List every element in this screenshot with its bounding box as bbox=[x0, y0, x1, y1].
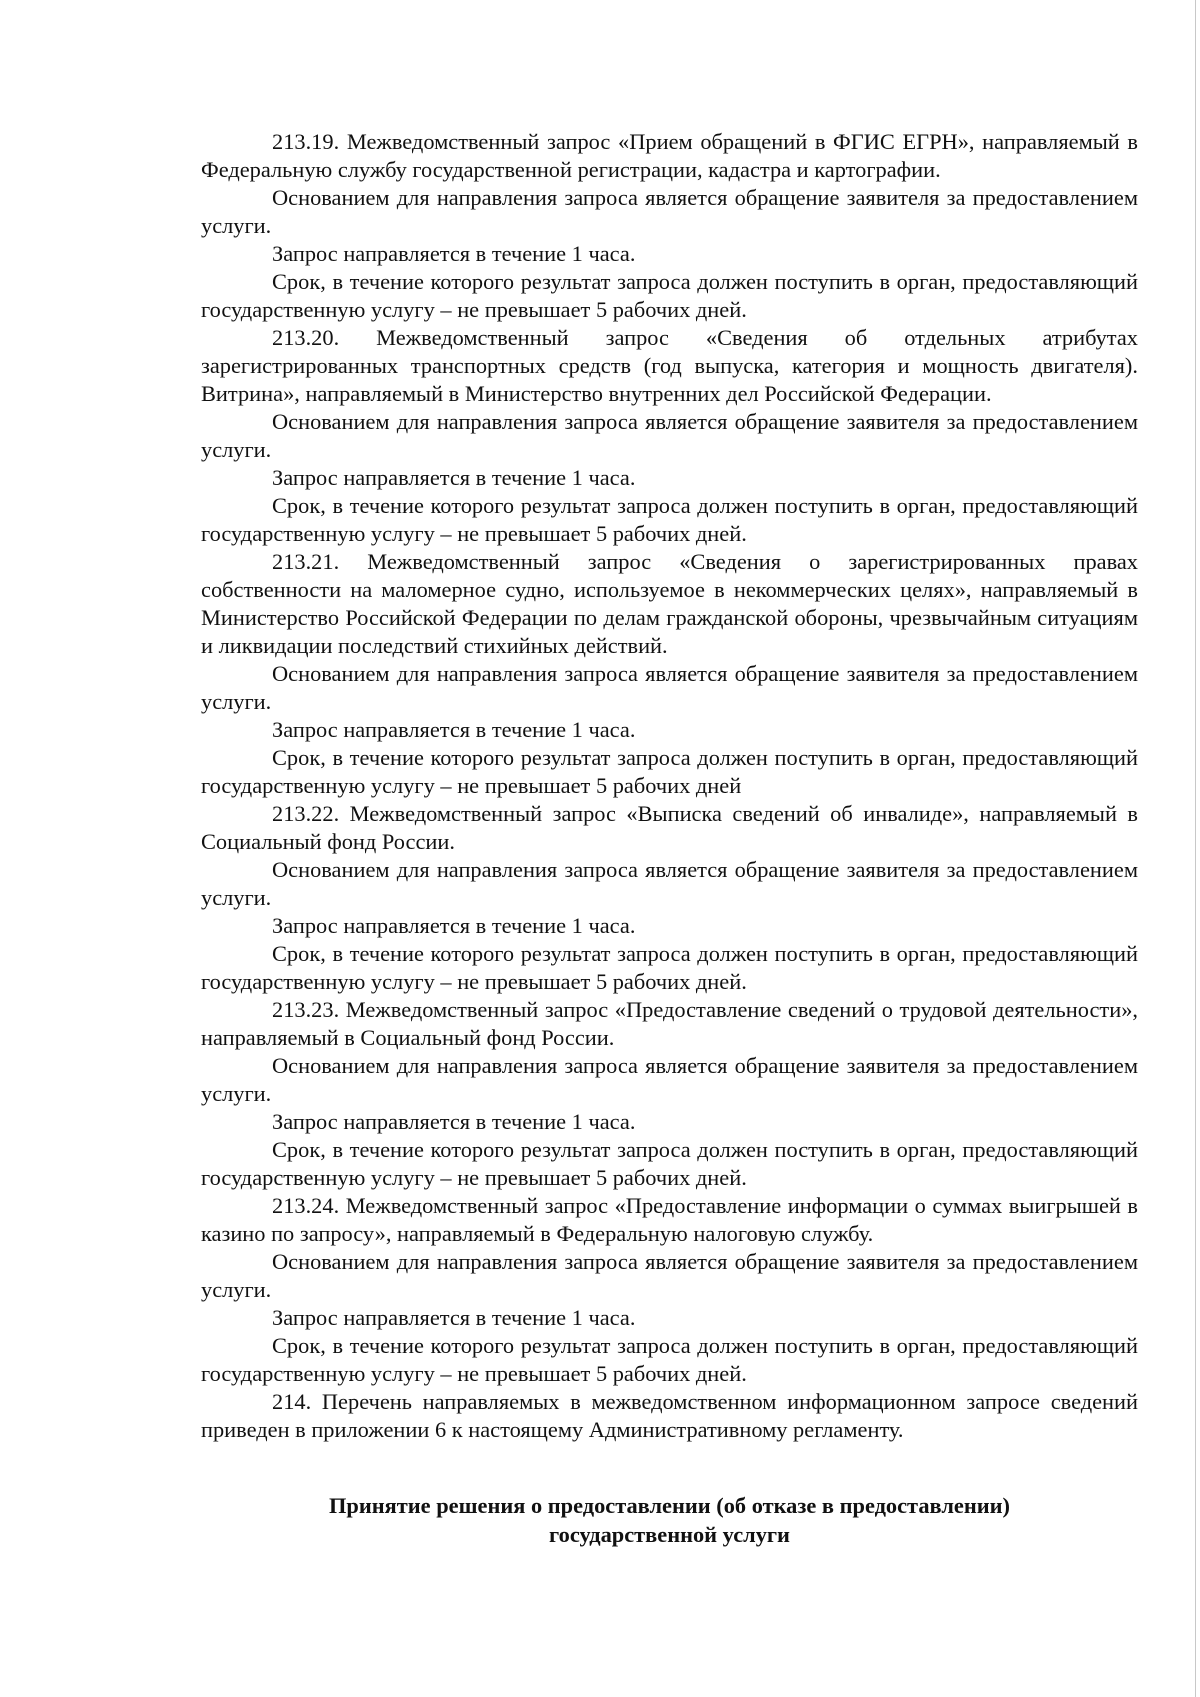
paragraph-basis: Основанием для направления запроса является обращение заявителя за предоставлением услуги. bbox=[201, 409, 1138, 462]
paragraph-timing: Запрос направляется в течение 1 часа. bbox=[272, 717, 636, 742]
paragraph-basis: Основанием для направления запроса является обращение заявителя за предоставлением услуги. bbox=[201, 1249, 1138, 1302]
section-heading-line-2: государственной услуги bbox=[549, 1522, 790, 1547]
paragraph-deadline: Срок, в течение которого результат запроса должен поступить в орган, предоставляющий государственную услугу – не превышает 5 рабочих дней. bbox=[201, 1137, 1138, 1190]
section-heading bbox=[201, 1491, 1138, 1549]
scan-edge-divider bbox=[1195, 0, 1196, 1697]
paragraph-timing: Запрос направляется в течение 1 часа. bbox=[272, 241, 636, 266]
paragraph-timing: Запрос направляется в течение 1 часа. bbox=[272, 1109, 636, 1134]
paragraph-213-21: 213.21. Межведомственный запрос «Сведения о зарегистрированных правах собственности на маломерное судно, используемое в некоммерческих целях», направляемый в Министерство Российской Федерации по делам гражданской обороны, чрезвычайным ситуациям и ликвидации последствий стихийных действий. bbox=[201, 549, 1138, 658]
paragraph-basis: Основанием для направления запроса является обращение заявителя за предоставлением услуги. bbox=[201, 1053, 1138, 1106]
document-body bbox=[201, 128, 1138, 1444]
section-heading-line-1: Принятие решения о предоставлении (об отказе в предоставлении) bbox=[329, 1493, 1010, 1518]
paragraph-213-22: 213.22. Межведомственный запрос «Выписка сведений об инвалиде», направляемый в Социальный фонд России. bbox=[201, 801, 1138, 854]
paragraph-basis: Основанием для направления запроса является обращение заявителя за предоставлением услуги. bbox=[201, 857, 1138, 910]
paragraph-deadline: Срок, в течение которого результат запроса должен поступить в орган, предоставляющий государственную услугу – не превышает 5 рабочих дней. bbox=[201, 941, 1138, 994]
paragraph-214: 214. Перечень направляемых в межведомственном информационном запросе сведений приведен в приложении 6 к настоящему Административному регламенту. bbox=[201, 1389, 1138, 1442]
paragraph-timing: Запрос направляется в течение 1 часа. bbox=[272, 465, 636, 490]
paragraph-213-19: 213.19. Межведомственный запрос «Прием обращений в ФГИС ЕГРН», направляемый в Федеральную службу государственной регистрации, кадастра и картографии. bbox=[201, 129, 1138, 182]
paragraph-basis: Основанием для направления запроса является обращение заявителя за предоставлением услуги. bbox=[201, 661, 1138, 714]
paragraph-213-24: 213.24. Межведомственный запрос «Предоставление информации о суммах выигрышей в казино по запросу», направляемый в Федеральную налоговую службу. bbox=[201, 1193, 1138, 1246]
paragraph-213-23: 213.23. Межведомственный запрос «Предоставление сведений о трудовой деятельности», направляемый в Социальный фонд России. bbox=[201, 997, 1138, 1050]
paragraph-deadline: Срок, в течение которого результат запроса должен поступить в орган, предоставляющий государственную услугу – не превышает 5 рабочих дней bbox=[201, 745, 1138, 798]
paragraph-deadline: Срок, в течение которого результат запроса должен поступить в орган, предоставляющий государственную услугу – не превышает 5 рабочих дней. bbox=[201, 269, 1138, 322]
paragraph-deadline: Срок, в течение которого результат запроса должен поступить в орган, предоставляющий государственную услугу – не превышает 5 рабочих дней. bbox=[201, 1333, 1138, 1386]
paragraph-timing: Запрос направляется в течение 1 часа. bbox=[272, 1305, 636, 1330]
paragraph-213-20: 213.20. Межведомственный запрос «Сведения об отдельных атрибутах зарегистрированных транспортных средств (год выпуска, категория и мощность двигателя). Витрина», направляемый в Министерство внутренних дел Российской Федерации. bbox=[201, 325, 1138, 406]
paragraph-basis: Основанием для направления запроса является обращение заявителя за предоставлением услуги. bbox=[201, 185, 1138, 238]
paragraph-timing: Запрос направляется в течение 1 часа. bbox=[272, 913, 636, 938]
paragraph-deadline: Срок, в течение которого результат запроса должен поступить в орган, предоставляющий государственную услугу – не превышает 5 рабочих дней. bbox=[201, 493, 1138, 546]
